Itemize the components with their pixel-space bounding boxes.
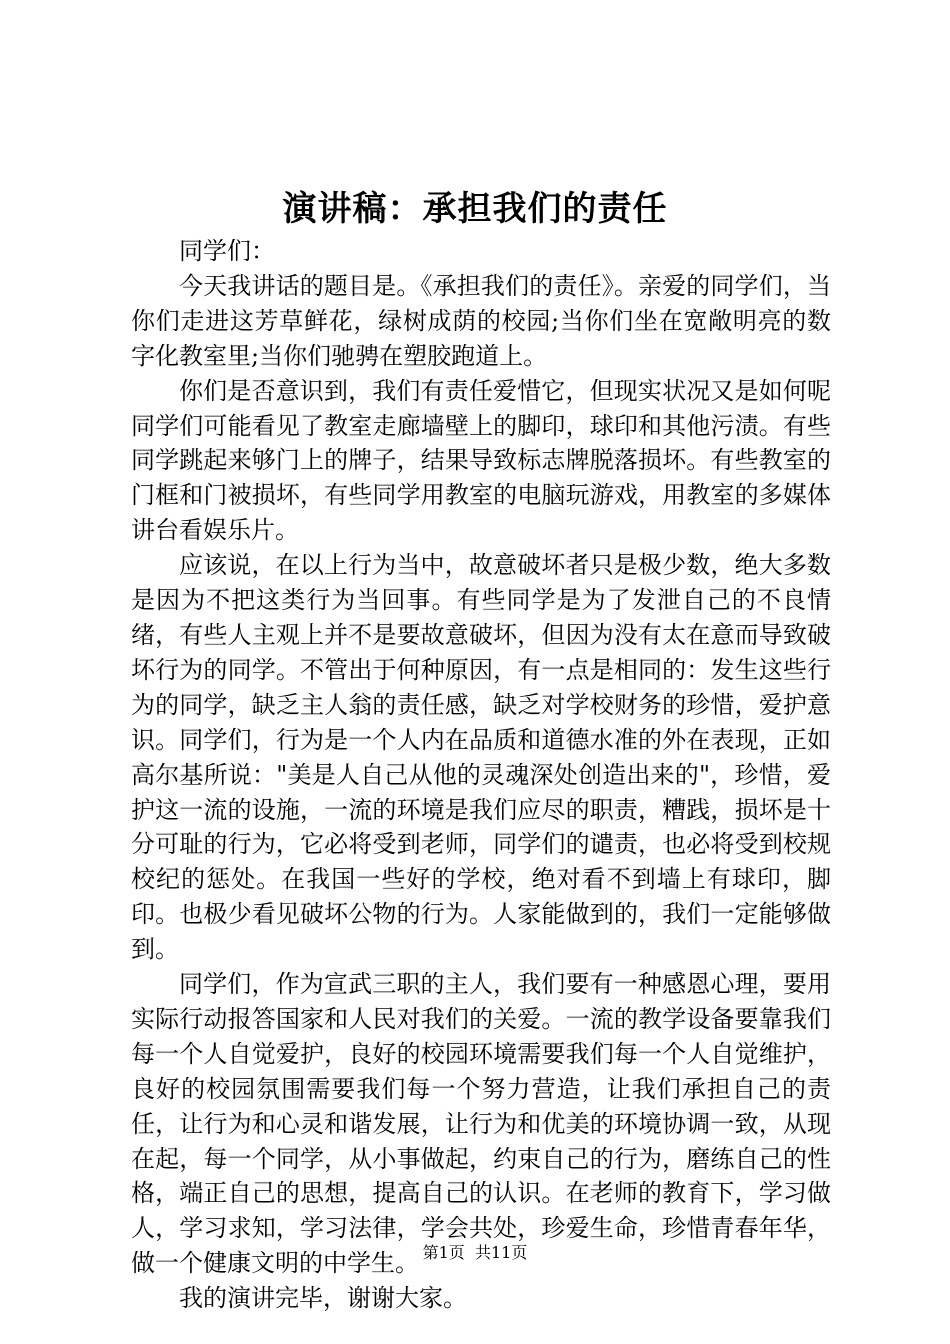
paragraph-4: 同学们，作为宣武三职的主人，我们要有一种感恩心理，要用实际行动报答国家和人民对我们的关爱。一流的教学设备要靠我们每一个人自觉爱护，良好的校园环境需要我们每一个人自觉维护，良好的校园氛围需要我们每一个努力营造，让我们承担自己的责任，让行为和心灵和谐发展，让行为和优美的环境协调一致，从现在起，每一个同学，从小事做起，约束自己的行为，磨练自己的性格，端正自己的思想，提高自己的认识。在老师的教育下，学习做人，学习求知，学习法律，学会共处，珍爱生命，珍惜青春年华，做一个健康文明的中学生。 — [131, 970, 831, 1278]
document-body — [131, 234, 831, 1316]
document-title: 演讲稿：承担我们的责任 — [282, 189, 668, 229]
paragraph-closing: 我的演讲完毕，谢谢大家。 — [179, 1284, 467, 1313]
paragraph-2: 你们是否意识到，我们有责任爱惜它，但现实状况又是如何呢同学们可能看见了教室走廊墙壁上的脚印，球印和其他污渍。有些同学跳起来够门上的牌子，结果导致标志牌脱落损坏。有些教室的门框和门被损坏，有些同学用教室的电脑玩游戏，用教室的多媒体讲台看娱乐片。 — [131, 376, 831, 545]
page-number: 第1页 — [422, 1243, 465, 1262]
page-total: 共11页 — [474, 1243, 528, 1262]
paragraph-salutation: 同学们： — [179, 237, 275, 265]
paragraph-1: 今天我讲话的题目是。《承担我们的责任》。亲爱的同学们，当你们走进这芳草鲜花，绿树成荫的校园;当你们坐在宽敞明亮的数字化教室里;当你们驰骋在塑胶跑道上。 — [131, 271, 831, 370]
page-footer — [0, 1241, 950, 1265]
paragraph-3: 应该说，在以上行为当中，故意破坏者只是极少数，绝大多数是因为不把这类行为当回事。有些同学是为了发泄自己的不良情绪，有些人主观上并不是要故意破坏，但因为没有太在意而导致破坏行为的同学。不管出于何种原因，有一点是相同的：发生这些行为的同学，缺乏主人翁的责任感，缺乏对学校财务的珍惜，爱护意识。同学们，行为是一个人内在品质和道德水准的外在表现，正如高尔基所说："美是人自己从他的灵魂深处创造出来的"，珍惜，爱护这一流的设施，一流的环境是我们应尽的职责，糟践，损坏是十分可耻的行为，它必将受到老师，同学们的谴责，也必将受到校规校纪的惩处。在我国一些好的学校，绝对看不到墙上有球印，脚印。也极少看见破坏公物的行为。人家能做到的，我们一定能够做到。 — [131, 551, 831, 964]
